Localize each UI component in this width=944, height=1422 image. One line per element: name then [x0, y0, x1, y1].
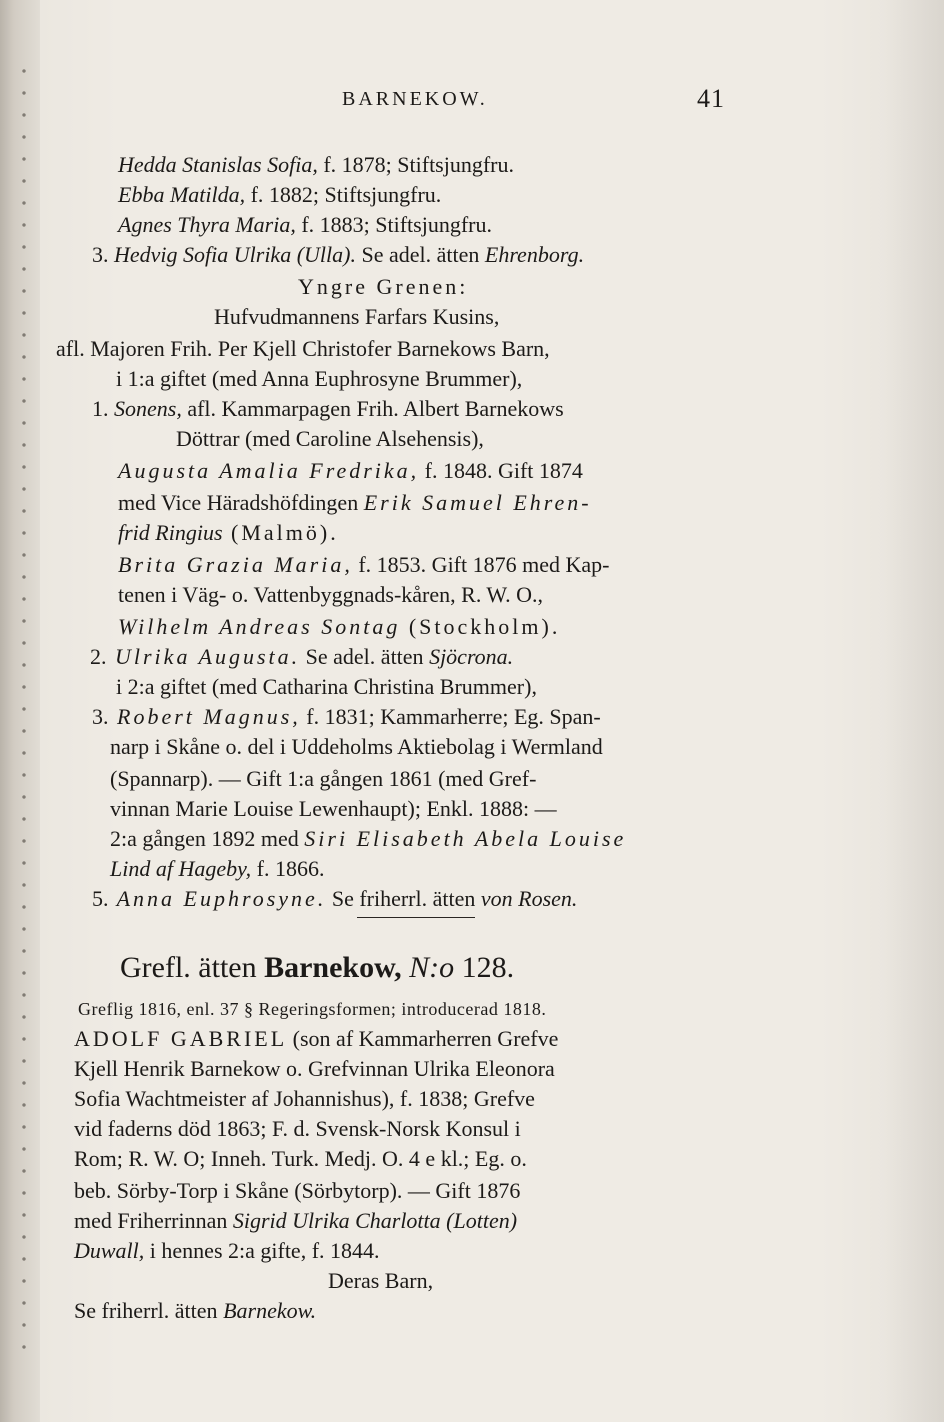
person-name: Robert Magnus, — [108, 704, 301, 729]
family-reference: von Rosen. — [480, 886, 578, 911]
person-name: Hedda Stanislas Sofia, — [118, 152, 318, 177]
person-name: Agnes Thyra Maria, — [118, 212, 296, 237]
person-name: ADOLF GABRIEL — [74, 1026, 288, 1051]
person-name: Ulrika Augusta. — [106, 644, 301, 669]
text-line-15: tenen i Väg- o. Vattenbyggnads-kåren, R. W. O., — [118, 582, 544, 607]
person-details: f. 1878; Stiftsjungfru. — [317, 152, 515, 177]
person-details: f. 1866. — [251, 856, 325, 881]
text-line-19 — [92, 702, 601, 732]
section-heading: Yngre Grenen: — [298, 274, 469, 299]
text-line-24 — [110, 854, 325, 884]
subheading: Hufvudmannens Farfars Kusins, — [214, 304, 500, 329]
text-line-9 — [92, 394, 564, 424]
person-details: f. 1883; Stiftsjungfru. — [295, 212, 492, 237]
person-details: i hennes 2:a gifte, f. 1844. — [144, 1238, 380, 1263]
person-name: Augusta Amalia Fredrika, — [118, 458, 420, 483]
person-name: Brita Grazia Maria, — [118, 552, 353, 577]
text-line-13 — [118, 518, 339, 548]
person-name: Erik Samuel Ehren- — [363, 490, 592, 515]
line-text: med Vice Häradshöfdingen — [118, 490, 364, 515]
text-line-12 — [118, 488, 592, 518]
text-line-20: narp i Skåne o. del i Uddeholms Aktiebolag i Wermland — [110, 734, 603, 759]
entry-number: 3. — [92, 704, 109, 729]
person-name: frid Ringius — [118, 520, 223, 545]
text-line-30: Sofia Wachtmeister af Johannishus), f. 1838; Grefve — [74, 1086, 535, 1111]
text-line-31: vid faderns död 1863; F. d. Svensk-Norsk Konsul i — [74, 1116, 521, 1141]
running-header — [0, 84, 944, 120]
text-line-4 — [92, 240, 584, 270]
place-name: (Malmö). — [222, 520, 339, 545]
binding-stitching — [16, 60, 32, 1360]
place-name: (Stockholm). — [400, 614, 561, 639]
number-label: N:o — [401, 951, 455, 984]
text-line-22: vinnan Marie Louise Lewenhaupt); Enkl. 1888: — — [110, 796, 557, 821]
text-line-21: (Spannarp). — Gift 1:a gången 1861 (med Gref- — [110, 766, 537, 791]
text-line-2 — [118, 180, 441, 210]
text-line-25 — [92, 884, 577, 914]
entry-number: 1. — [92, 396, 109, 421]
text-line-35 — [74, 1236, 380, 1266]
family-reference: Sjöcrona. — [429, 644, 514, 669]
text-line-14 — [118, 550, 609, 580]
person-name: Lind af Hageby, — [110, 856, 252, 881]
reference-text: Se adel. ätten — [355, 242, 485, 267]
line-text: med Friherrinnan — [74, 1208, 233, 1233]
person-name: Ebba Matilda, — [118, 182, 246, 207]
text-line-10: Döttrar (med Caroline Alsehensis), — [176, 426, 484, 451]
family-heading — [120, 948, 514, 988]
text-line-33: beb. Sörby-Torp i Skåne (Sörbytorp). — Gift 1876 — [74, 1178, 521, 1203]
text-line-7 — [56, 334, 550, 364]
text-line-1 — [118, 150, 514, 180]
person-name: Siri Elisabeth Abela Louise — [304, 826, 627, 851]
person-details: f. 1882; Stiftsjungfru. — [245, 182, 442, 207]
reference-text: Se friherrl. ätten — [326, 886, 481, 911]
entry-number: 5. — [92, 886, 109, 911]
text-line-29: Kjell Henrik Barnekow o. Grefvinnan Ulrika Eleonora — [74, 1056, 555, 1081]
margin-label: afl. — [56, 336, 85, 361]
section-divider — [357, 917, 475, 918]
text-line-3 — [118, 210, 492, 240]
entry-number: 3. — [92, 242, 109, 267]
text-line-34 — [74, 1206, 517, 1236]
text-line-23 — [110, 824, 626, 854]
person-name: Wilhelm Andreas Sontag — [118, 614, 401, 639]
person-name: Sonens, — [108, 396, 182, 421]
text-line-37 — [74, 1296, 316, 1326]
text-line-17 — [90, 642, 513, 672]
entry-number: 2. — [90, 644, 107, 669]
text-line-11 — [118, 456, 583, 486]
person-details: f. 1853. Gift 1876 med Kap- — [352, 552, 610, 577]
family-reference: Ehrenborg. — [484, 242, 585, 267]
line-text: Majoren Frih. Per Kjell Christofer Barnekows Barn, — [84, 336, 550, 361]
family-number: 128. — [454, 951, 515, 984]
person-name: Anna Euphrosyne. — [108, 886, 327, 911]
person-name: Hedvig Sofia Ulrika (Ulla). — [108, 242, 356, 267]
line-text: (son af Kammarherren Grefve — [287, 1026, 559, 1051]
family-reference: Barnekow. — [223, 1298, 317, 1323]
heading-prefix: Grefl. ätten — [120, 951, 265, 984]
header-title: BARNEKOW. — [342, 88, 488, 110]
text-line-32: Rom; R. W. O; Inneh. Turk. Medj. O. 4 e kl.; Eg. o. — [74, 1146, 527, 1171]
family-ennoblement-note: Greflig 1816, enl. 37 § Regeringsformen; introducerad 1818. — [78, 999, 547, 1019]
text-line-8: i 1:a giftet (med Anna Euphrosyne Brummer), — [116, 366, 523, 391]
page-number: 41 — [697, 84, 725, 113]
page-edge-shadow — [884, 0, 944, 1422]
family-name: Barnekow, — [264, 951, 402, 984]
line-text: afl. Kammarpagen Frih. Albert Barnekows — [181, 396, 564, 421]
person-details: f. 1848. Gift 1874 — [419, 458, 583, 483]
page-binding — [0, 0, 40, 1422]
subheading: Deras Barn, — [328, 1268, 434, 1293]
text-line-16 — [118, 612, 560, 642]
reference-text: Se friherrl. ätten — [74, 1298, 224, 1323]
reference-text: Se adel. ätten — [300, 644, 430, 669]
line-text: 2:a gången 1892 med — [110, 826, 305, 851]
text-line-28 — [74, 1024, 558, 1054]
person-details: f. 1831; Kammarherre; Eg. Span- — [300, 704, 601, 729]
person-name: Sigrid Ulrika Charlotta (Lotten) — [232, 1208, 518, 1233]
person-name: Duwall, — [74, 1238, 145, 1263]
text-line-18: i 2:a giftet (med Catharina Christina Brummer), — [116, 674, 537, 699]
